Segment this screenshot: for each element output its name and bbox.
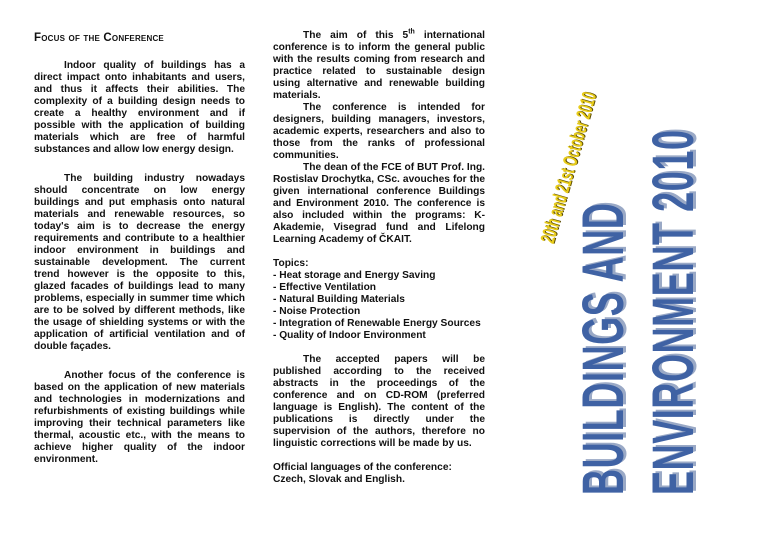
paragraph-intended: The conference is intended for designers, building managers, investors, academic experts, researchers and also to those from the ranks of professional communities.: [273, 102, 485, 161]
topic-item: - Integration of Renewable Energy Sources: [273, 318, 481, 329]
ordinal-suffix: th: [408, 28, 415, 36]
aim-text-start: The aim of this 5: [303, 30, 409, 41]
paragraph-indoor-quality: Indoor quality of buildings has a direct impact onto inhabitants and users, and thus it affects their abilities. The complexity of a building design needs to create a healthy environment and if possible with the application of building materials which are free of harmful substances and allow low energy design.: [34, 60, 245, 155]
paragraph-papers: The accepted papers will be published according to the received abstracts in the proceedings of the conference and on CD-ROM (preferred language is English). The content of the publications is directly under the supervision of the authors, therefore no linguistic corrections will be made by us.: [273, 354, 485, 449]
title-line-1: BUILDINGS AND: [571, 202, 636, 495]
conference-date: 20th and 21st October 2010: [537, 89, 602, 246]
topics-title: Topics:: [273, 258, 309, 269]
section-heading: Focus of the Conference: [34, 32, 164, 44]
topic-item: - Quality of Indoor Environment: [273, 330, 426, 341]
right-column: [273, 30, 485, 486]
title-line-2: ENVIRONMENT 2010: [641, 129, 706, 495]
topic-item: - Effective Ventilation: [273, 282, 377, 293]
topics-list: [273, 270, 485, 342]
paragraph-another-focus: Another focus of the conference is based on the application of new materials and technologies in modernizations and refurbishments of existing buildings while improving their technical parameters like thermal, acoustic etc., with the means to achieve higher quality of the indoor environment.: [34, 370, 245, 465]
paragraph-languages: Official languages of the conference: Czech, Slovak and English.: [273, 462, 452, 485]
paragraph-building-industry: The building industry nowadays should concentrate on low energy buildings and put emphasis onto natural materials and renewable resources, so today's aim is to decrease the energy requirements and contribute to a healthier indoor environment in buildings and sustainable development. The current trend however is the opposite to this, glazed facades of buildings lead to many problems, especially in summer time which are to be solved by different methods, like the usage of shielding systems or with the application of artificial ventilation and of double façades.: [34, 173, 245, 352]
aim-text-end: international conference is to inform the general public with the results coming from research and practice related to sustainable design using alternative and renewable building materials.: [273, 30, 485, 101]
conference-title-block: [520, 40, 730, 500]
left-column: [34, 30, 245, 466]
paragraph-aim: [273, 30, 485, 102]
topic-item: - Heat storage and Energy Saving: [273, 270, 436, 281]
topic-item: - Natural Building Materials: [273, 294, 405, 305]
topic-item: - Noise Protection: [273, 306, 361, 317]
paragraph-dean: The dean of the FCE of BUT Prof. Ing. Rostislav Drochytka, CSc. avouches for the given international conference Buildings and Environment 2010. The conference is also included within the programs: K-Akademie, Visegrad fund and Lifelong Learning Academy of ČKAIT.: [273, 162, 485, 245]
